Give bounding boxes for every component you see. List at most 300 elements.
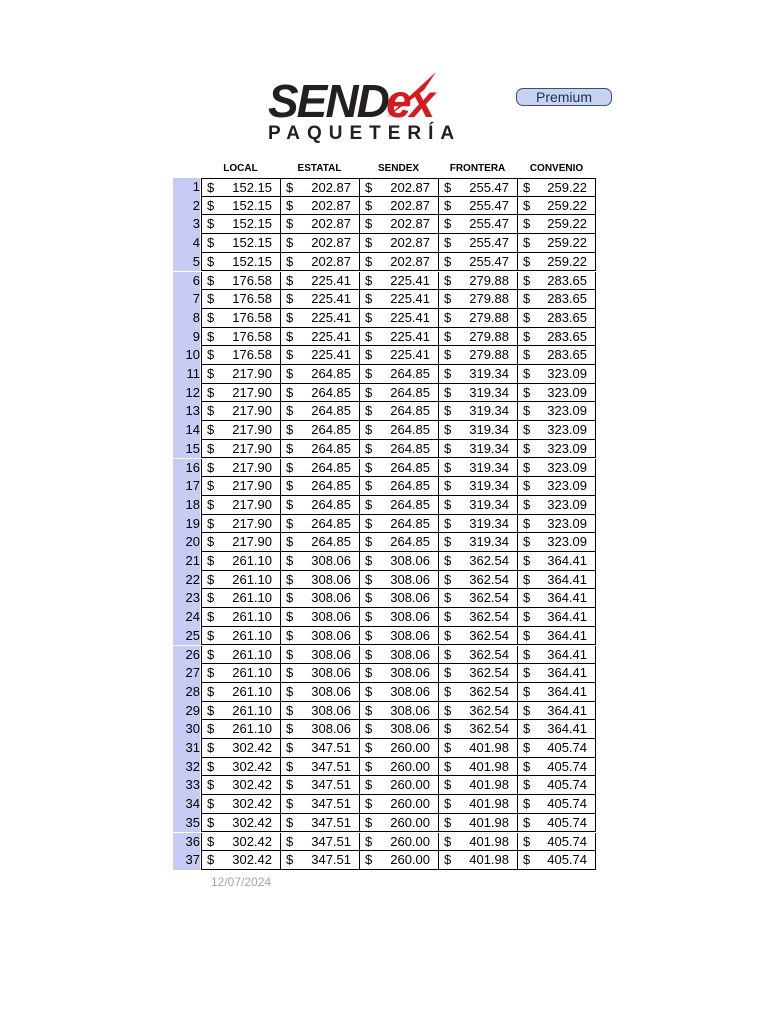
price-value: 319.34 xyxy=(469,515,509,531)
price-cell xyxy=(438,365,517,384)
price-cell xyxy=(438,309,517,328)
price-cell xyxy=(280,702,359,721)
table-row xyxy=(173,627,597,646)
currency-symbol: $ xyxy=(365,197,373,213)
price-value: 308.06 xyxy=(311,609,351,625)
currency-symbol: $ xyxy=(365,216,373,232)
row-number: 23 xyxy=(173,589,200,608)
price-cell xyxy=(438,290,517,309)
currency-symbol: $ xyxy=(444,197,452,213)
price-value: 152.15 xyxy=(232,235,272,251)
currency-symbol: $ xyxy=(523,291,531,307)
price-value: 202.87 xyxy=(311,216,351,232)
currency-symbol: $ xyxy=(444,627,452,643)
price-cell xyxy=(438,776,517,795)
price-cell xyxy=(517,477,596,496)
price-value: 401.98 xyxy=(469,833,509,849)
price-value: 405.74 xyxy=(547,814,587,830)
table-row xyxy=(173,365,597,384)
currency-symbol: $ xyxy=(286,366,294,381)
currency-symbol: $ xyxy=(207,347,215,363)
price-cell xyxy=(359,589,438,608)
price-cell xyxy=(201,253,280,272)
row-number: 30 xyxy=(173,720,200,739)
price-cell xyxy=(517,178,596,197)
price-cell xyxy=(280,384,359,403)
price-value: 259.22 xyxy=(547,180,587,195)
price-value: 225.41 xyxy=(311,328,351,344)
table-row xyxy=(173,253,597,272)
price-cell xyxy=(517,253,596,272)
logo-subtitle: PAQUETERÍA xyxy=(268,123,462,144)
sendex-logo xyxy=(262,70,462,148)
price-value: 323.09 xyxy=(547,478,587,494)
price-value: 261.10 xyxy=(232,609,272,625)
price-value: 362.54 xyxy=(469,590,509,606)
currency-symbol: $ xyxy=(365,777,373,793)
currency-symbol: $ xyxy=(286,702,294,718)
currency-symbol: $ xyxy=(365,366,373,381)
row-number: 35 xyxy=(173,814,200,833)
price-cell xyxy=(359,309,438,328)
price-cell xyxy=(517,215,596,234)
price-value: 308.06 xyxy=(311,721,351,737)
currency-symbol: $ xyxy=(523,721,531,737)
price-value: 308.06 xyxy=(311,590,351,606)
price-cell xyxy=(201,720,280,739)
table-row xyxy=(173,402,597,421)
currency-symbol: $ xyxy=(286,758,294,774)
price-value: 308.06 xyxy=(390,590,430,606)
price-cell xyxy=(280,851,359,870)
price-cell xyxy=(359,533,438,552)
price-value: 308.06 xyxy=(390,646,430,662)
currency-symbol: $ xyxy=(207,440,215,456)
currency-symbol: $ xyxy=(523,833,531,849)
table-row xyxy=(173,552,597,571)
currency-symbol: $ xyxy=(286,646,294,662)
currency-symbol: $ xyxy=(207,496,215,512)
price-cell xyxy=(280,272,359,291)
currency-symbol: $ xyxy=(444,478,452,494)
price-cell xyxy=(201,589,280,608)
price-cell xyxy=(201,608,280,627)
price-cell xyxy=(280,739,359,758)
price-cell xyxy=(280,608,359,627)
price-cell xyxy=(280,571,359,590)
price-cell xyxy=(517,533,596,552)
row-number: 17 xyxy=(173,477,200,496)
price-value: 202.87 xyxy=(311,180,351,195)
table-row xyxy=(173,608,597,627)
price-cell xyxy=(438,178,517,197)
currency-symbol: $ xyxy=(365,852,373,868)
table-row xyxy=(173,664,597,683)
price-cell xyxy=(201,739,280,758)
price-value: 401.98 xyxy=(469,740,509,755)
price-cell xyxy=(517,328,596,347)
price-value: 259.22 xyxy=(547,197,587,213)
row-number: 37 xyxy=(173,851,200,870)
price-cell xyxy=(438,402,517,421)
row-number: 29 xyxy=(173,702,200,721)
price-cell xyxy=(359,833,438,852)
currency-symbol: $ xyxy=(523,235,531,251)
price-cell xyxy=(517,552,596,571)
price-value: 401.98 xyxy=(469,777,509,793)
price-cell xyxy=(517,571,596,590)
currency-symbol: $ xyxy=(365,683,373,699)
currency-symbol: $ xyxy=(207,534,215,550)
price-cell xyxy=(517,646,596,665)
price-value: 217.90 xyxy=(232,366,272,381)
currency-symbol: $ xyxy=(523,347,531,363)
table-row xyxy=(173,421,597,440)
currency-symbol: $ xyxy=(523,740,531,755)
row-number: 31 xyxy=(173,739,200,758)
price-value: 364.41 xyxy=(547,646,587,662)
price-value: 323.09 xyxy=(547,403,587,419)
currency-symbol: $ xyxy=(207,403,215,419)
currency-symbol: $ xyxy=(286,796,294,812)
price-value: 362.54 xyxy=(469,571,509,587)
price-cell xyxy=(359,384,438,403)
table-row xyxy=(173,328,597,347)
price-cell xyxy=(517,272,596,291)
row-number: 34 xyxy=(173,795,200,814)
currency-symbol: $ xyxy=(365,478,373,494)
price-cell xyxy=(280,646,359,665)
price-value: 225.41 xyxy=(311,291,351,307)
price-value: 225.41 xyxy=(390,328,430,344)
price-value: 323.09 xyxy=(547,366,587,381)
price-cell xyxy=(438,814,517,833)
price-cell xyxy=(517,720,596,739)
row-number: 15 xyxy=(173,440,200,459)
price-cell xyxy=(201,664,280,683)
currency-symbol: $ xyxy=(286,459,294,475)
price-cell xyxy=(438,739,517,758)
currency-symbol: $ xyxy=(207,235,215,251)
price-value: 255.47 xyxy=(469,180,509,195)
price-value: 176.58 xyxy=(232,272,272,288)
table-row xyxy=(173,477,597,496)
price-cell xyxy=(517,608,596,627)
currency-symbol: $ xyxy=(207,833,215,849)
price-value: 362.54 xyxy=(469,683,509,699)
price-value: 308.06 xyxy=(390,609,430,625)
currency-symbol: $ xyxy=(444,814,452,830)
currency-symbol: $ xyxy=(365,796,373,812)
price-cell xyxy=(359,702,438,721)
price-value: 261.10 xyxy=(232,665,272,681)
price-cell xyxy=(201,197,280,216)
price-cell xyxy=(280,496,359,515)
price-value: 264.85 xyxy=(390,459,430,475)
price-value: 362.54 xyxy=(469,702,509,718)
price-cell xyxy=(438,533,517,552)
price-value: 405.74 xyxy=(547,852,587,868)
price-cell xyxy=(359,477,438,496)
table-row xyxy=(173,851,597,870)
currency-symbol: $ xyxy=(444,180,452,195)
price-cell xyxy=(517,197,596,216)
price-value: 364.41 xyxy=(547,571,587,587)
currency-symbol: $ xyxy=(444,309,452,325)
price-value: 255.47 xyxy=(469,235,509,251)
currency-symbol: $ xyxy=(523,422,531,438)
currency-symbol: $ xyxy=(207,366,215,381)
price-value: 302.42 xyxy=(232,833,272,849)
price-cell xyxy=(517,515,596,534)
price-cell xyxy=(359,515,438,534)
price-value: 323.09 xyxy=(547,534,587,550)
currency-symbol: $ xyxy=(523,590,531,606)
price-value: 279.88 xyxy=(469,291,509,307)
price-value: 308.06 xyxy=(390,571,430,587)
price-value: 302.42 xyxy=(232,852,272,868)
price-cell xyxy=(280,683,359,702)
row-number: 21 xyxy=(173,552,200,571)
price-cell xyxy=(359,440,438,459)
price-value: 405.74 xyxy=(547,833,587,849)
price-value: 364.41 xyxy=(547,553,587,568)
currency-symbol: $ xyxy=(365,384,373,400)
table-row xyxy=(173,515,597,534)
column-header: SENDEX xyxy=(377,163,420,174)
price-cell xyxy=(201,440,280,459)
price-value: 202.87 xyxy=(390,235,430,251)
currency-symbol: $ xyxy=(365,590,373,606)
price-value: 264.85 xyxy=(390,534,430,550)
row-number: 33 xyxy=(173,776,200,795)
price-value: 152.15 xyxy=(232,197,272,213)
currency-symbol: $ xyxy=(444,440,452,456)
row-number: 2 xyxy=(173,197,200,216)
row-number: 32 xyxy=(173,758,200,777)
table-row xyxy=(173,720,597,739)
price-value: 260.00 xyxy=(390,758,430,774)
price-cell xyxy=(438,702,517,721)
price-cell xyxy=(438,608,517,627)
currency-symbol: $ xyxy=(523,197,531,213)
row-number: 8 xyxy=(173,309,200,328)
price-cell xyxy=(201,571,280,590)
price-value: 308.06 xyxy=(390,665,430,681)
table-row xyxy=(173,683,597,702)
currency-symbol: $ xyxy=(444,833,452,849)
currency-symbol: $ xyxy=(365,740,373,755)
currency-symbol: $ xyxy=(444,403,452,419)
price-value: 202.87 xyxy=(311,197,351,213)
price-value: 308.06 xyxy=(390,553,430,568)
currency-symbol: $ xyxy=(207,609,215,625)
currency-symbol: $ xyxy=(286,833,294,849)
price-cell xyxy=(201,627,280,646)
price-cell xyxy=(280,552,359,571)
price-cell xyxy=(359,664,438,683)
price-value: 405.74 xyxy=(547,740,587,755)
price-cell xyxy=(201,365,280,384)
price-value: 283.65 xyxy=(547,291,587,307)
currency-symbol: $ xyxy=(207,197,215,213)
price-cell xyxy=(201,346,280,365)
price-value: 176.58 xyxy=(232,347,272,363)
row-number: 26 xyxy=(173,646,200,665)
price-value: 319.34 xyxy=(469,403,509,419)
price-value: 302.42 xyxy=(232,796,272,812)
price-value: 283.65 xyxy=(547,309,587,325)
currency-symbol: $ xyxy=(523,683,531,699)
price-value: 302.42 xyxy=(232,758,272,774)
currency-symbol: $ xyxy=(444,534,452,550)
price-cell xyxy=(201,402,280,421)
currency-symbol: $ xyxy=(444,384,452,400)
price-value: 279.88 xyxy=(469,272,509,288)
currency-symbol: $ xyxy=(286,478,294,494)
currency-symbol: $ xyxy=(444,366,452,381)
price-value: 217.90 xyxy=(232,384,272,400)
currency-symbol: $ xyxy=(523,328,531,344)
price-cell xyxy=(201,833,280,852)
price-cell xyxy=(201,328,280,347)
price-value: 152.15 xyxy=(232,253,272,269)
currency-symbol: $ xyxy=(523,253,531,269)
price-cell xyxy=(517,627,596,646)
currency-symbol: $ xyxy=(207,478,215,494)
currency-symbol: $ xyxy=(444,796,452,812)
price-value: 264.85 xyxy=(311,422,351,438)
currency-symbol: $ xyxy=(444,852,452,868)
price-value: 323.09 xyxy=(547,496,587,512)
currency-symbol: $ xyxy=(365,571,373,587)
price-value: 323.09 xyxy=(547,515,587,531)
currency-symbol: $ xyxy=(444,328,452,344)
currency-symbol: $ xyxy=(523,496,531,512)
currency-symbol: $ xyxy=(365,440,373,456)
row-number: 24 xyxy=(173,608,200,627)
row-number: 12 xyxy=(173,384,200,403)
price-cell xyxy=(280,477,359,496)
currency-symbol: $ xyxy=(444,253,452,269)
price-cell xyxy=(359,608,438,627)
price-cell xyxy=(280,664,359,683)
price-value: 308.06 xyxy=(390,683,430,699)
currency-symbol: $ xyxy=(286,814,294,830)
price-value: 255.47 xyxy=(469,197,509,213)
price-cell xyxy=(201,683,280,702)
price-cell xyxy=(280,515,359,534)
table-row xyxy=(173,646,597,665)
table-row xyxy=(173,272,597,291)
price-value: 202.87 xyxy=(390,197,430,213)
table-row xyxy=(173,346,597,365)
currency-symbol: $ xyxy=(286,590,294,606)
price-value: 225.41 xyxy=(390,309,430,325)
currency-symbol: $ xyxy=(286,683,294,699)
price-value: 302.42 xyxy=(232,777,272,793)
currency-symbol: $ xyxy=(523,571,531,587)
price-cell xyxy=(517,365,596,384)
column-header: FRONTERA xyxy=(449,163,506,174)
price-value: 176.58 xyxy=(232,291,272,307)
price-value: 260.00 xyxy=(390,740,430,755)
currency-symbol: $ xyxy=(207,814,215,830)
price-value: 283.65 xyxy=(547,328,587,344)
price-value: 152.15 xyxy=(232,180,272,195)
price-value: 362.54 xyxy=(469,609,509,625)
price-value: 176.58 xyxy=(232,309,272,325)
price-cell xyxy=(201,290,280,309)
price-value: 308.06 xyxy=(311,683,351,699)
currency-symbol: $ xyxy=(523,478,531,494)
price-value: 401.98 xyxy=(469,852,509,868)
row-number: 1 xyxy=(173,178,200,197)
price-value: 347.51 xyxy=(311,796,351,812)
price-value: 202.87 xyxy=(311,235,351,251)
currency-symbol: $ xyxy=(365,253,373,269)
currency-symbol: $ xyxy=(444,515,452,531)
currency-symbol: $ xyxy=(444,571,452,587)
price-value: 319.34 xyxy=(469,366,509,381)
currency-symbol: $ xyxy=(286,721,294,737)
currency-symbol: $ xyxy=(286,403,294,419)
price-value: 347.51 xyxy=(311,833,351,849)
price-cell xyxy=(280,627,359,646)
price-value: 401.98 xyxy=(469,814,509,830)
currency-symbol: $ xyxy=(286,309,294,325)
price-cell xyxy=(201,477,280,496)
price-cell xyxy=(359,178,438,197)
price-cell xyxy=(517,702,596,721)
price-cell xyxy=(201,702,280,721)
table-row xyxy=(173,309,597,328)
price-value: 264.85 xyxy=(311,496,351,512)
row-number: 16 xyxy=(173,459,200,478)
currency-symbol: $ xyxy=(286,609,294,625)
price-cell xyxy=(438,253,517,272)
logo-main-text: SEND xyxy=(268,75,388,127)
price-value: 279.88 xyxy=(469,347,509,363)
currency-symbol: $ xyxy=(286,384,294,400)
price-cell xyxy=(359,215,438,234)
price-value: 261.10 xyxy=(232,571,272,587)
column-header: LOCAL xyxy=(223,163,258,174)
price-cell xyxy=(280,459,359,478)
price-value: 401.98 xyxy=(469,758,509,774)
currency-symbol: $ xyxy=(444,665,452,681)
price-cell xyxy=(280,758,359,777)
row-number: 9 xyxy=(173,328,200,347)
price-value: 362.54 xyxy=(469,627,509,643)
currency-symbol: $ xyxy=(365,665,373,681)
currency-symbol: $ xyxy=(365,646,373,662)
currency-symbol: $ xyxy=(207,422,215,438)
price-value: 308.06 xyxy=(311,665,351,681)
price-cell xyxy=(359,328,438,347)
currency-symbol: $ xyxy=(207,272,215,288)
row-number: 20 xyxy=(173,533,200,552)
price-value: 255.47 xyxy=(469,216,509,232)
price-cell xyxy=(517,814,596,833)
currency-symbol: $ xyxy=(444,459,452,475)
currency-symbol: $ xyxy=(207,683,215,699)
currency-symbol: $ xyxy=(365,422,373,438)
price-value: 260.00 xyxy=(390,833,430,849)
price-value: 217.90 xyxy=(232,496,272,512)
price-value: 283.65 xyxy=(547,272,587,288)
row-number: 10 xyxy=(173,346,200,365)
